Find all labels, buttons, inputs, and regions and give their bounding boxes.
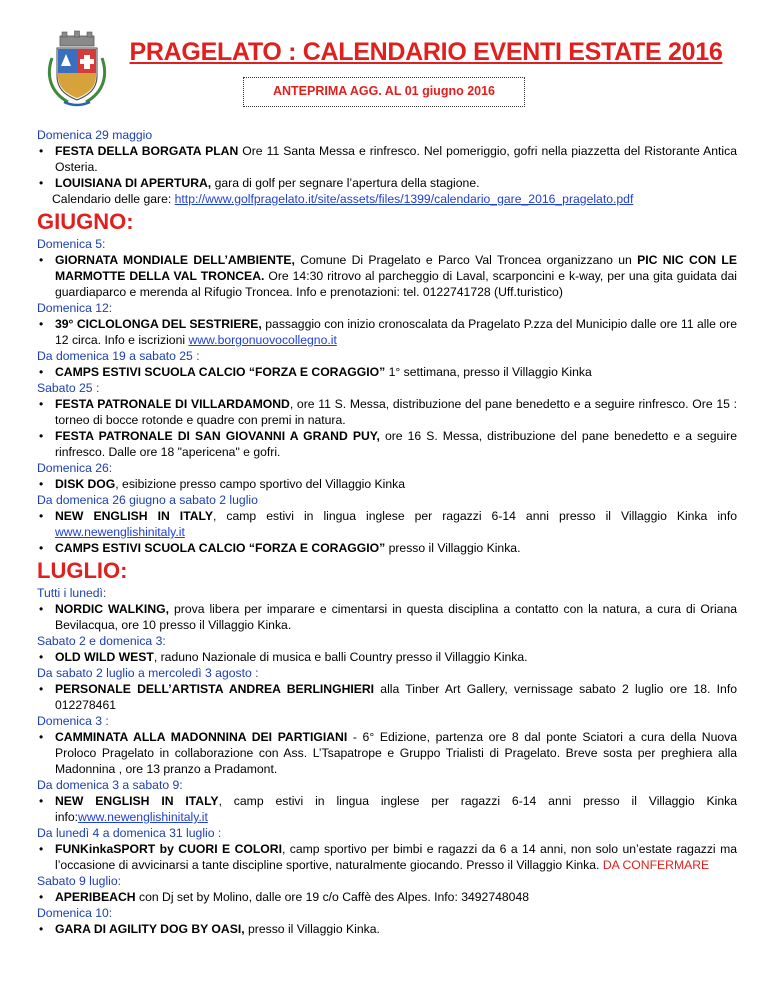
event-item: • PERSONALE DELL’ARTISTA ANDREA BERLINGHIERI alla Tinber Art Gallery, vernissage sabato 2 luglio ore 18. Info 012278461 bbox=[37, 681, 737, 713]
event-item: • FESTA PATRONALE DI VILLARDAMOND, ore 11 S. Messa, distribuzione del pane benedetto e a seguire rinfresco. Ore 15 : torneo di bocce rotonde e quadre con premi in natura. bbox=[37, 396, 737, 428]
date-heading: Domenica 12: bbox=[37, 301, 113, 315]
date-heading: Da domenica 19 a sabato 25 : bbox=[37, 349, 200, 363]
event-item: • NEW ENGLISH IN ITALY, camp estivi in lingua inglese per ragazzi 6-14 anni presso il Villaggio Kinka info:www.newenglishinitaly.it bbox=[37, 793, 737, 825]
newenglish-link[interactable]: www.newenglishinitaly.it bbox=[78, 810, 208, 824]
date-heading: Da domenica 26 giugno a sabato 2 luglio bbox=[37, 493, 258, 507]
date-heading: Domenica 29 maggio bbox=[37, 128, 153, 142]
date-heading: Da domenica 3 a sabato 9: bbox=[37, 778, 183, 792]
month-heading-july: LUGLIO: bbox=[37, 558, 128, 583]
calendar-line: Calendario delle gare: http://www.golfpragelato.it/site/assets/files/1399/calendario_gare_2016_pragelato.pdf bbox=[52, 192, 634, 206]
newenglish-link[interactable]: www.newenglishinitaly.it bbox=[55, 525, 185, 539]
event-item: • CAMPS ESTIVI SCUOLA CALCIO “FORZA E CORAGGIO” presso il Villaggio Kinka. bbox=[37, 540, 737, 556]
borgonuovo-link[interactable]: www.borgonuovocollegno.it bbox=[188, 333, 337, 347]
pragelato-coat-of-arms-icon bbox=[44, 30, 110, 108]
update-notice-text: ANTEPRIMA AGG. AL 01 giugno 2016 bbox=[272, 84, 496, 98]
date-heading: Sabato 9 luglio: bbox=[37, 874, 122, 888]
date-heading: Da sabato 2 luglio a mercoledì 3 agosto : bbox=[37, 666, 259, 680]
event-item: • DISK DOG, esibizione presso campo sportivo del Villaggio Kinka bbox=[37, 476, 737, 492]
date-heading: Domenica 5: bbox=[37, 237, 106, 251]
event-item: • GARA DI AGILITY DOG BY OASI, presso il Villaggio Kinka. bbox=[37, 921, 737, 937]
month-heading-june: GIUGNO: bbox=[37, 209, 134, 234]
event-item: • APERIBEACH con Dj set by Molino, dalle ore 19 c/o Caffè des Alpes. Info: 3492748048 bbox=[37, 889, 737, 905]
event-item: • NORDIC WALKING, prova libera per imparare e cimentarsi in questa disciplina a contatto con la natura, a cura di Oriana Bevilacqua, ore 10 presso il Villaggio Kinka. bbox=[37, 601, 737, 633]
to-be-confirmed-note: DA CONFERMARE bbox=[602, 858, 710, 872]
event-item: • NEW ENGLISH IN ITALY, camp estivi in lingua inglese per ragazzi 6-14 anni presso il Villaggio Kinka info www.newenglishinitaly.it bbox=[37, 508, 737, 540]
event-item: • FESTA DELLA BORGATA PLAN Ore 11 Santa Messa e rinfresco. Nel pomeriggio, gofri nella piazzetta del Ristorante Antica Osteria. bbox=[37, 143, 737, 175]
date-heading: Domenica 26: bbox=[37, 461, 113, 475]
date-heading: Sabato 25 : bbox=[37, 381, 100, 395]
event-item: • GIORNATA MONDIALE DELL’AMBIENTE, Comune Di Pragelato e Parco Val Troncea organizzano un PIC NIC CON LE MARMOTTE DELLA VAL TRONCEA. Ore 14:30 ritrovo al parcheggio di Laval, scarponcini e k-way, per una gita guidata dai guardiaparco e merenda al Rifugio Troncea. Info e prenotazioni: tel. 0122741728 (Uff.turistico) bbox=[37, 252, 737, 300]
date-heading: Tutti i lunedì: bbox=[37, 586, 107, 600]
event-item: • CAMMINATA ALLA MADONNINA DEI PARTIGIANI - 6° Edizione, partenza ore 8 dal ponte Sciatori a cura della Nuova Proloco Pragelato in collaborazione con Ass. L’Tsapatrope e Gruppo Trialisti di Pragelato. Breve sosta per preghiera alla Madonnina , ore 13 pranzo a Pradamont. bbox=[37, 729, 737, 777]
event-item: • 39° CICLOLONGA DEL SESTRIERE, passaggio con inizio cronoscalata da Pragelato P.zza del Municipio dalle ore 11 alle ore 12 circa. Info e iscrizioni www.borgonuovocollegno.it bbox=[37, 316, 737, 348]
golf-calendar-link[interactable]: http://www.golfpragelato.it/site/assets/files/1399/calendario_gare_2016_pragelato.pdf bbox=[174, 192, 634, 206]
date-heading: Da lunedì 4 a domenica 31 luglio : bbox=[37, 826, 222, 840]
update-notice-box bbox=[243, 77, 525, 107]
event-item: • FUNKinkaSPORT by CUORI E COLORI, camp sportivo per bimbi e ragazzi da 6 a 14 anni, non solo un’estate ragazzi ma l’occasione di avvicinarsi a tante discipline sportive, naturalmente giocando. Presso il Villaggio Kinka. DA CONFERMARE bbox=[37, 841, 737, 873]
event-item: • LOUISIANA DI APERTURA, gara di golf per segnare l’apertura della stagione. bbox=[37, 175, 737, 191]
events-content bbox=[37, 127, 737, 937]
event-item: • OLD WILD WEST, raduno Nazionale di musica e balli Country presso il Villaggio Kinka. bbox=[37, 649, 737, 665]
event-item: • CAMPS ESTIVI SCUOLA CALCIO “FORZA E CORAGGIO” 1° settimana, presso il Villaggio Kinka bbox=[37, 364, 737, 380]
date-heading: Sabato 2 e domenica 3: bbox=[37, 634, 166, 648]
date-heading: Domenica 3 : bbox=[37, 714, 109, 728]
date-heading: Domenica 10: bbox=[37, 906, 113, 920]
page-title: PRAGELATO : CALENDARIO EVENTI ESTATE 2016 bbox=[129, 38, 723, 66]
event-item: • FESTA PATRONALE DI SAN GIOVANNI A GRAND PUY, ore 16 S. Messa, distribuzione del pane benedetto e a seguire rinfresco. Dalle ore 18 "apericena" e gofri. bbox=[37, 428, 737, 460]
